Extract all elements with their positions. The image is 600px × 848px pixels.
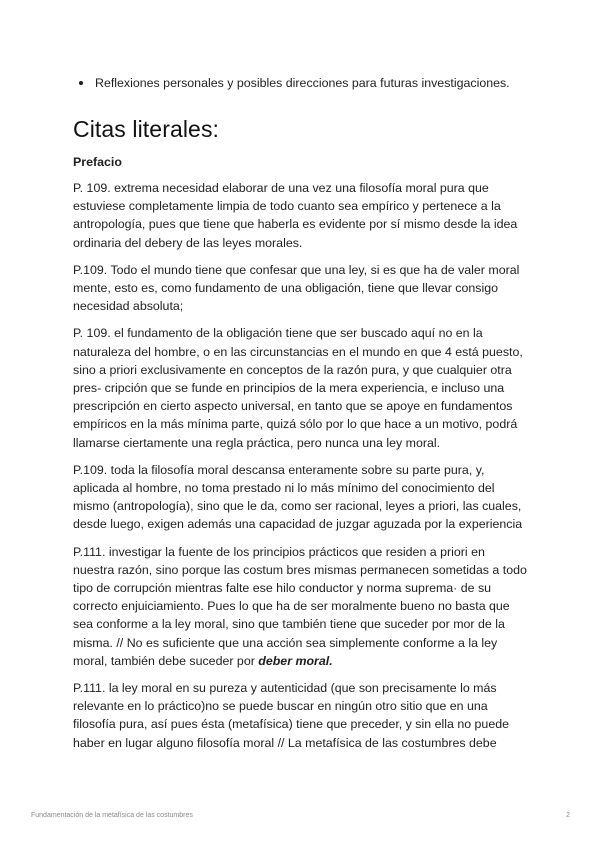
footer-document-title: Fundamentación de la metafísica de las costumbres bbox=[31, 812, 193, 819]
quote-paragraph: P. 109. extrema necesidad elaborar de una vez una filosofía moral pura que estuviese completamente limpia de todo cuanto sea empírico y pertenece a la antropología, pues que tiene que haberla es evidente por sí mismo desde la idea ordinaria del debery de las leyes morales. bbox=[73, 181, 518, 250]
bullet-item-text: Reflexiones personales y posibles direcciones para futuras investigaciones. bbox=[95, 76, 510, 90]
footer-page-number: 2 bbox=[566, 812, 570, 819]
quote-paragraph: P.109. toda la filosofía moral descansa enteramente sobre su parte pura, y, aplicada al hombre, no toma prestado ni lo más mínimo del conocimiento del mismo (antropología), sino que le da, como ser racional, leyes a priori, las cuales, desde luego, exigen además una capacidad de juzgar aguzada por la experiencia bbox=[73, 462, 523, 532]
bullet-item bbox=[73, 74, 529, 92]
quote-paragraph: P. 109. el fundamento de la obligación tiene que ser buscado aquí no en la naturaleza del hombre, o en las circunstancias en el mundo en que 4 está puesto, sino a priori exclusivamente en conceptos de la razón pura, y que cualquier otra pres- cripción que se funde en principios de la mera experiencia, e incluso una prescripción en cierto aspecto universal, en tanto que se apoye en fundamentos empíricos en la más mínima parte, quizá sólo por lo que hace a un motivo, podrá llamarse ciertamente una regla práctica, pero nunca una ley moral. bbox=[73, 326, 523, 450]
page-footer bbox=[31, 811, 570, 821]
section-title: Citas literales: bbox=[73, 116, 220, 142]
bullet-list bbox=[73, 74, 529, 92]
bullet-dot-icon bbox=[79, 81, 83, 85]
quote-paragraph: P.109. Todo el mundo tiene que confesar que una ley, si es que ha de valer moral mente, esto es, como fundamento de una obligación, tiene que llevar consigo necesidad absoluta; bbox=[73, 262, 520, 314]
quote-paragraph-text: P.111. investigar la fuente de los principios prácticos que residen a priori en nuestra razón, sino porque las costum bres mismas permanecen sometidas a todo tipo de corrupción mientras falte ese hilo conductor y norma suprema· de su correcto enjuiciamiento. Pues lo que ha de ser moralmente bueno no basta que sea conforme a la ley moral, sino que también tiene que suceder por mor de la misma. // No es suficiente que una acción sea simplemente conforme a la ley moral, también debe suceder por bbox=[73, 544, 527, 668]
page-content bbox=[73, 74, 529, 752]
subsection-title: Prefacio bbox=[73, 155, 122, 169]
quote-paragraph: P.111. la ley moral en su pureza y autenticidad (que son precisamente lo más relevante en lo práctico)no se puede buscar en ningún otro sitio que en una filosofía pura, así pues ésta (metafísica) tiene que preceder, y sin ella no puede haber en lugar alguno filosofía moral // La metafísica de las costumbres debe bbox=[73, 681, 509, 750]
quote-paragraph bbox=[73, 543, 529, 670]
emphasized-text: deber moral. bbox=[258, 653, 333, 668]
